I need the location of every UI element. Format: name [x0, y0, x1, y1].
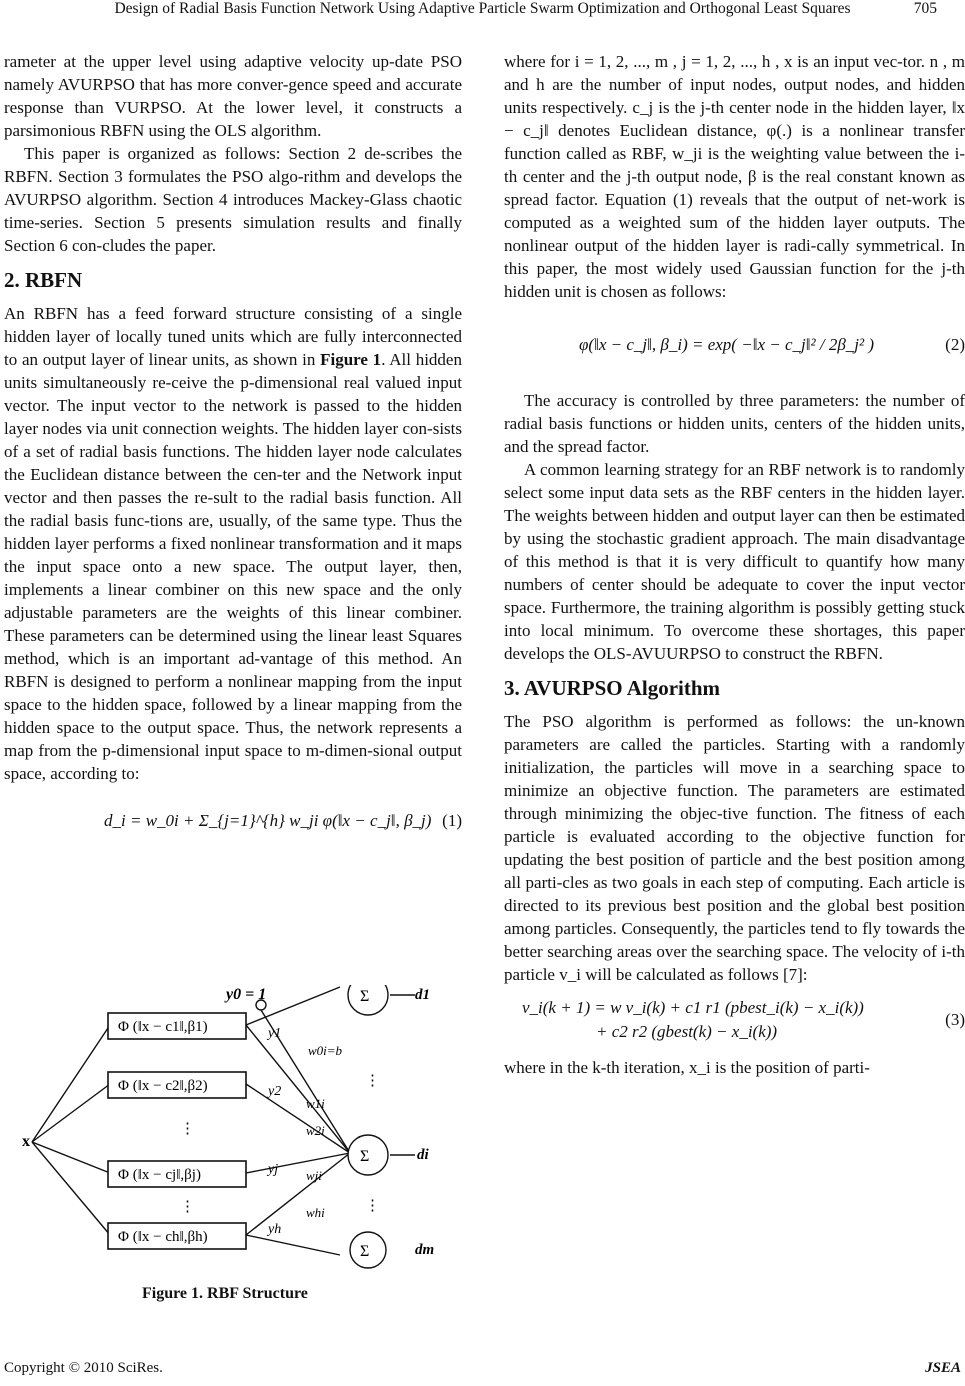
basis-unit-label: Φ (‖x − cj‖,βj) [118, 1167, 201, 1183]
weight-label: w1i [306, 1096, 325, 1111]
text: An RBFN has a feed forward structure consisting of a single hidden layer of locally tuned units which are fully interconnected to an output layer of linear units, as shown in [4, 304, 462, 369]
equation-number: (2) [945, 335, 965, 354]
input-label: x [22, 1133, 30, 1150]
output-label: d1 [415, 987, 430, 1003]
ellipsis: ⋮ [180, 1121, 195, 1137]
right-column [504, 50, 965, 1079]
hidden-output-label: y1 [268, 1026, 282, 1041]
figure-ref: Figure 1 [320, 350, 382, 369]
ellipsis: ⋮ [365, 1073, 380, 1089]
basis-unit-label: Φ (‖x − c1‖,β1) [118, 1019, 208, 1035]
sum-symbol: Σ [360, 1148, 370, 1165]
paragraph [4, 302, 462, 785]
section-heading: 2. RBFN [4, 268, 83, 292]
equation-line: + c2 r2 (gbest(k) − x_i(k)) [596, 1022, 778, 1041]
hidden-output-label: y2 [268, 1084, 282, 1099]
equation-number: (1) [442, 811, 462, 830]
paragraph: where in the k-th iteration, x_i is the position of parti- [504, 1058, 870, 1077]
output-label: di [417, 1147, 429, 1163]
paragraph: where for i = 1, 2, ..., m , j = 1, 2, ..., h , x is an input vec-tor. n , m and h are the number of input nodes, output nodes, and hidden units respectively. c_j is the j-th center node in the hidden layer, ‖x − c_j‖ denotes Euclidean distance, φ(.) is a nonlinear transfer function called as RBF, w_ji is the weighting value between the i-th center and the j-th output node, β is the real constant known as spread factor. Equation (1) reveals that the output of net-work is computed as a weighted sum of the hidden layer outputs. The nonlinear output of the hidden layer is radi-cally symmetrical. In this paper, the most widely used Gaussian function for the j-th hidden unit is chosen as follows: [504, 52, 965, 301]
paragraph: This paper is organized as follows: Section 2 de-scribes the RBFN. Section 3 formulates the PSO algo-rithm and develops the AVURPSO algorithm. Section 4 introduces Mackey-Glass chaotic time-series. Section 5 presents simulation results and finally Section 6 con-cludes the paper. [4, 144, 462, 255]
figure-caption: Figure 1. RBF Structure [142, 1285, 308, 1302]
equation-number: (3) [945, 1010, 965, 1029]
equation-2 [504, 317, 965, 375]
weight-label: wji [306, 1168, 322, 1183]
weight-label: w0i=b [308, 1043, 343, 1058]
paragraph: The PSO algorithm is performed as follows: the un-known parameters are called the particles. Starting with a randomly initialization, the particles will move in a searching space to minimize an objective function. The parameters are estimated through minimizing the objec-tive function. The fitness of each particle is evaluated according to the objective function for updating the best position of particle and the best position among all parti-cles as two goals in each step of computing. Each article is directed to its previous best position and the global best position among particles. Consequently, the particles tend to fly towards the better searching areas over the searching space. The velocity of i-th particle v_i will be calculated as follows [7]: [504, 712, 965, 984]
page-number: 705 [913, 0, 937, 17]
equation-1 [4, 799, 462, 847]
paragraph: The accuracy is controlled by three parameters: the number of radial basis functions or hidden units, centers of the hidden units, and the spread factor. [504, 391, 965, 456]
weight-label: w2i [306, 1123, 325, 1138]
hidden-output-label: yj [268, 1162, 279, 1177]
sum-symbol: Σ [360, 988, 370, 1005]
running-head: Design of Radial Basis Function Network Using Adaptive Particle Swarm Optimization and Orthogonal Least Squares [114, 0, 851, 17]
bias-label: y0 = 1 [226, 986, 267, 1003]
output-label: dm [415, 1242, 435, 1258]
copyright: Copyright © 2010 SciRes. [4, 1360, 163, 1376]
basis-unit-label: Φ (‖x − c2‖,β2) [118, 1078, 208, 1094]
equation-line: v_i(k + 1) = w v_i(k) + c1 r1 (pbest_i(k) − x_i(k)) [522, 998, 864, 1017]
ellipsis: ⋮ [180, 1199, 195, 1215]
text: . All hidden units simultaneously re-ceive the p-dimensional real valued input vector. The input vector to the network is passed to the hidden layer nodes via unit connection weights. The hidden layer con-sists of a set of radial basis functions. The hidden layer node calculates the Euclidean distance between the cen-ter and the Network input vector and then passes the re-sult to the radial basis function. All the radial basis func-tions are, usually, of the same type. Thus the hidden layer performs a fixed nonlinear transformation and it maps the input space onto a new space. The output layer, then, implements a linear combiner on this new space and the only adjustable parameters are the weights of this linear combiner. These parameters can be determined using the linear least Squares method, which is an important ad-vantage of this method. An RBFN is designed to perform a nonlinear mapping from the input space to the hidden space, followed by a linear mapping from the hidden space to the output space. Thus, the network represents a map from the p-dimensional input space to m-dimen-sional output space, according to: [4, 350, 462, 783]
paragraph: rameter at the upper level using adaptive velocity up-date PSO namely AVURPSO that has more conver-gence speed and accurate response than VURPSO. At the lower level, it constructs a parsimonious RBFN using the OLS algorithm. [4, 52, 462, 140]
equation-text: d_i = w_0i + Σ_{j=1}^{h} w_ji φ(‖x − c_j‖, β_j) [104, 811, 432, 830]
equation-text: φ(‖x − c_j‖, β_i) = exp( −‖x − c_j‖² / 2β_j² ) [579, 335, 875, 354]
basis-unit-label: Φ (‖x − ch‖,βh) [118, 1229, 208, 1245]
sum-symbol: Σ [360, 1243, 370, 1260]
weight-label: whi [306, 1205, 325, 1220]
journal-name: JSEA [925, 1360, 961, 1376]
ellipsis: ⋮ [365, 1198, 380, 1214]
equation-3 [504, 996, 965, 1048]
left-column [4, 50, 462, 847]
paragraph: A common learning strategy for an RBF network is to randomly select some input data sets as the RBF centers in the hidden layer. The weights between hidden and output layer can then be estimated by using the stochastic gradient approach. The main disadvantage of this method is that it is very difficult to quantify how many numbers of center should be adequate to cover the input vector space. Furthermore, the training algorithm is possibly getting stuck into local minimum. To overcome these shortages, this paper develops the OLS-AVUURPSO to construct the RBFN. [504, 460, 965, 663]
section-heading: 3. AVURPSO Algorithm [504, 676, 721, 700]
hidden-output-label: yh [268, 1222, 282, 1237]
rbf-structure-figure [20, 985, 450, 1270]
